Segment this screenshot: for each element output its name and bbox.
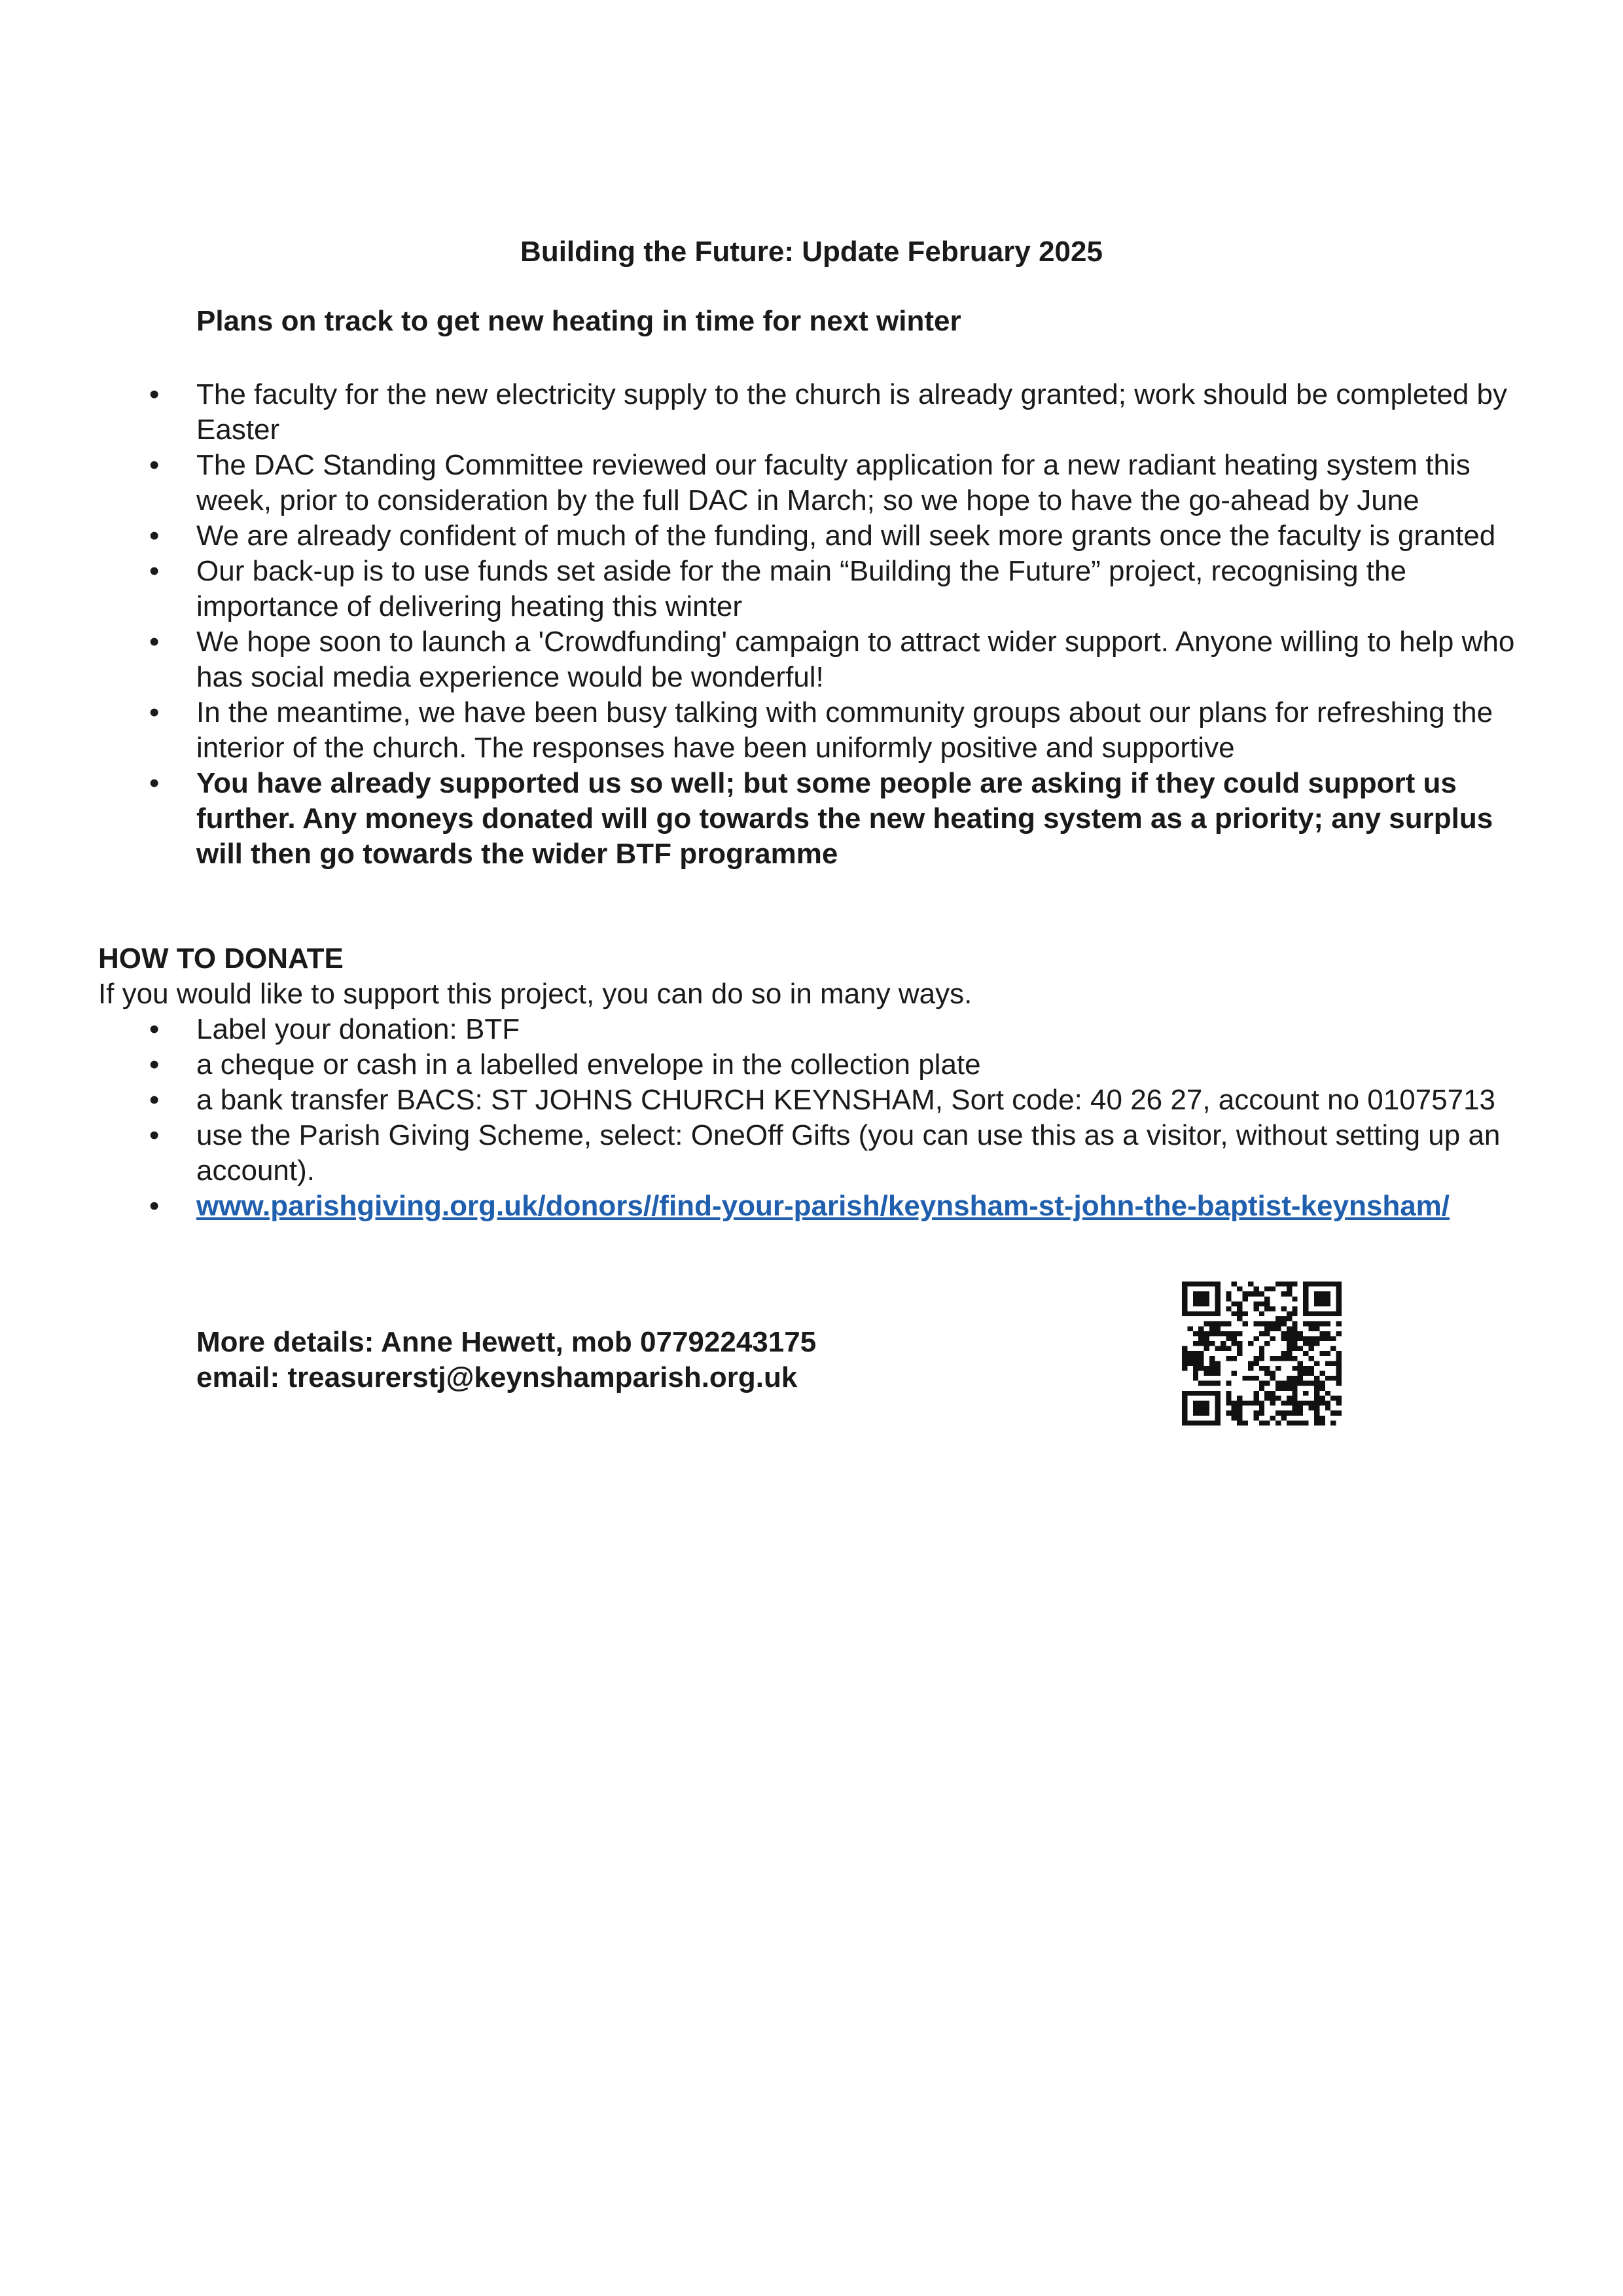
qr-code-icon <box>1182 1282 1342 1426</box>
donate-intro: If you would like to support this project, you can do so in many ways. <box>98 978 972 1010</box>
list-item: • use the Parish Giving Scheme, select: OneOff Gifts (you can use this as a visitor, without setting up an account). <box>196 1118 1544 1189</box>
list-item-support-appeal: • You have already supported us so well; but some people are asking if they could support us further. Any moneys donated will go towards the new heating system as a priority; any surplus will then go towards the wider BTF programme <box>196 766 1544 872</box>
list-item: • The DAC Standing Committee reviewed our faculty application for a new radiant heating system this week, prior to consideration by the full DAC in March; so we hope to have the go-ahead by June <box>196 448 1544 518</box>
list-item: • a bank transfer BACS: ST JOHNS CHURCH KEYNSHAM, Sort code: 40 26 27, account no 01075713 <box>196 1083 1544 1118</box>
contact-email: email: treasurerstj@keynshamparish.org.uk <box>196 1361 798 1393</box>
list-item: • Label your donation: BTF <box>196 1012 1544 1047</box>
update-list <box>196 377 1544 872</box>
list-item: • In the meantime, we have been busy talking with community groups about our plans for refreshing the interior of the church. The responses have been uniformly positive and supportive <box>196 695 1544 766</box>
list-item: • Our back-up is to use funds set aside for the main “Building the Future” project, recognising the importance of delivering heating this winter <box>196 554 1544 624</box>
qr-code <box>1182 1282 1342 1426</box>
list-item: • a cheque or cash in a labelled envelope in the collection plate <box>196 1047 1544 1083</box>
page-title: Building the Future: Update February 2025 <box>520 236 1103 268</box>
list-item: • The faculty for the new electricity supply to the church is already granted; work should be completed by Easter <box>196 377 1544 448</box>
contact-details <box>196 1325 816 1395</box>
list-item: • We are already confident of much of the funding, and will seek more grants once the faculty is granted <box>196 518 1544 554</box>
how-to-donate-heading: HOW TO DONATE <box>98 942 344 975</box>
subtitle: Plans on track to get new heating in time for next winter <box>196 305 961 337</box>
list-item-link <box>196 1189 1544 1224</box>
donate-list <box>196 1012 1544 1224</box>
parish-giving-link[interactable]: www.parishgiving.org.uk/donors//find-your-parish/keynsham-st-john-the-baptist-keynsham/ <box>196 1190 1450 1222</box>
contact-name-phone: More details: Anne Hewett, mob 07792243175 <box>196 1326 817 1358</box>
list-item: • We hope soon to launch a 'Crowdfunding' campaign to attract wider support. Anyone willing to help who has social media experience would be wonderful! <box>196 624 1544 695</box>
